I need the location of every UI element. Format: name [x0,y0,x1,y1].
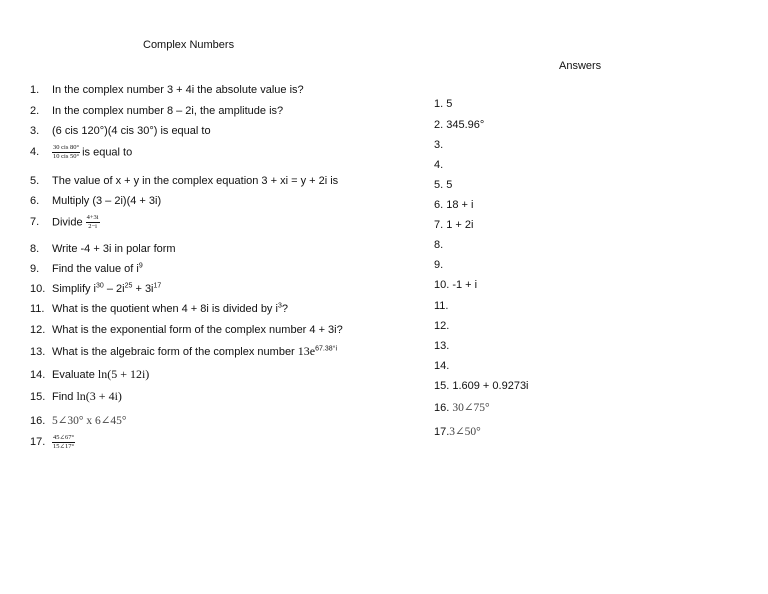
question-9 [30,263,143,275]
question-6 [30,195,161,207]
fraction-numerator: 30 cis 80° [53,144,80,151]
fraction-numerator: 45∠67° [53,434,75,441]
exponent: 67.38°i [315,345,337,353]
exponent: 3 [277,302,282,310]
question-1 [30,84,304,96]
question-text: (6 cis 120°)(4 cis 30°) is equal to [52,125,211,137]
answer-15: 15. 1.609 + 0.9273i [434,380,529,392]
math-expression: 5∠30° x 6∠45° [52,415,127,427]
question-number: 3. [30,125,40,137]
answer-17 [434,424,481,438]
answer-16 [434,400,490,414]
answer-14: 14. [434,360,450,372]
answer-9: 9. [434,259,444,271]
answer-10: 10. -1 + i [434,279,478,291]
question-text: Write -4 + 3i in polar form [52,243,176,255]
question-4 [30,144,132,161]
fraction [86,214,100,231]
question-7 [30,214,102,231]
question-number: 2. [30,105,40,117]
question-13 [30,344,337,359]
fraction-denominator: 10 cis 50° [53,153,80,160]
answer-number: 16. [434,402,450,414]
answer-11: 11. [434,300,449,312]
question-10 [30,283,161,295]
question-12 [30,324,343,336]
fraction [52,434,75,451]
exponent: 25 [124,282,133,290]
answer-3: 3. [434,139,444,151]
question-number: 17. [30,436,46,449]
question-number: 14. [30,369,46,381]
question-number: 9. [30,263,40,275]
page-title: Complex Numbers [143,39,235,51]
fraction [52,144,80,161]
question-text: What is the quotient when 4 + 8i is divided by i [52,303,278,315]
question-text: ? [281,303,288,315]
answer-1: 1. 5 [434,98,453,110]
question-number: 5. [30,175,40,187]
question-number: 16. [30,415,46,427]
answer-12: 12. [434,320,450,332]
question-5 [30,175,338,187]
question-text: In the complex number 8 – 2i, the amplitude is? [52,105,284,117]
question-number: 1. [30,84,40,96]
answers-heading: Answers [559,60,602,72]
question-number: 13. [30,346,46,358]
question-text: Find [52,391,74,403]
answer-7: 7. 1 + 2i [434,219,474,231]
question-text: Multiply (3 – 2i)(4 + 3i) [52,195,162,207]
exponent: 30 [96,282,104,290]
question-text: Divide [52,216,83,229]
math-expression: ln(3 + 4i) [76,389,122,403]
question-text: is equal to [82,146,133,159]
exponent: 17 [153,282,162,290]
question-number: 12. [30,324,46,336]
answer-4: 4. [434,159,444,171]
question-15 [30,389,122,404]
question-number: 11. [30,303,45,315]
question-text: In the complex number 3 + 4i the absolute value is? [52,84,304,96]
question-2 [30,105,283,117]
answer-2: 2. 345.96° [434,119,485,131]
question-number: 7. [30,216,40,229]
question-text: + 3i [132,283,154,295]
answer-13: 13. [434,340,450,352]
question-number: 6. [30,195,40,207]
question-17 [30,434,77,451]
answer-6: 6. 18 + i [434,199,474,211]
question-text: Simplify i [52,283,97,295]
math-expression: 3∠50° [449,426,481,438]
fraction-denominator: 2−i [88,223,97,230]
question-number: 4. [30,146,40,159]
question-text: The value of x + y in the complex equation 3 + xi = y + 2i is [52,175,339,187]
answer-8: 8. [434,239,444,251]
question-11 [30,303,288,315]
question-text: Find the value of i [52,263,139,275]
answer-5: 5. 5 [434,179,453,191]
question-number: 15. [30,391,46,403]
question-16 [30,413,126,427]
question-text: What is the exponential form of the complex number 4 + 3i? [52,324,343,336]
math-expression: 30∠75° [452,402,490,414]
question-3 [30,125,211,137]
question-text: – 2i [103,283,125,295]
question-text: What is the algebraic form of the complex number [52,346,295,358]
fraction-denominator: 15∠17° [53,443,75,450]
question-number: 8. [30,243,40,255]
exponent: 9 [138,262,143,270]
question-14 [30,367,149,382]
math-expression: ln(5 + 12i) [97,367,150,381]
math-expression: 13e [297,344,316,358]
question-text: Evaluate [52,369,95,381]
fraction-numerator: 4+3i [86,214,99,221]
question-number: 10. [30,283,46,295]
question-8 [30,243,176,255]
answer-number: 17. [434,426,450,438]
